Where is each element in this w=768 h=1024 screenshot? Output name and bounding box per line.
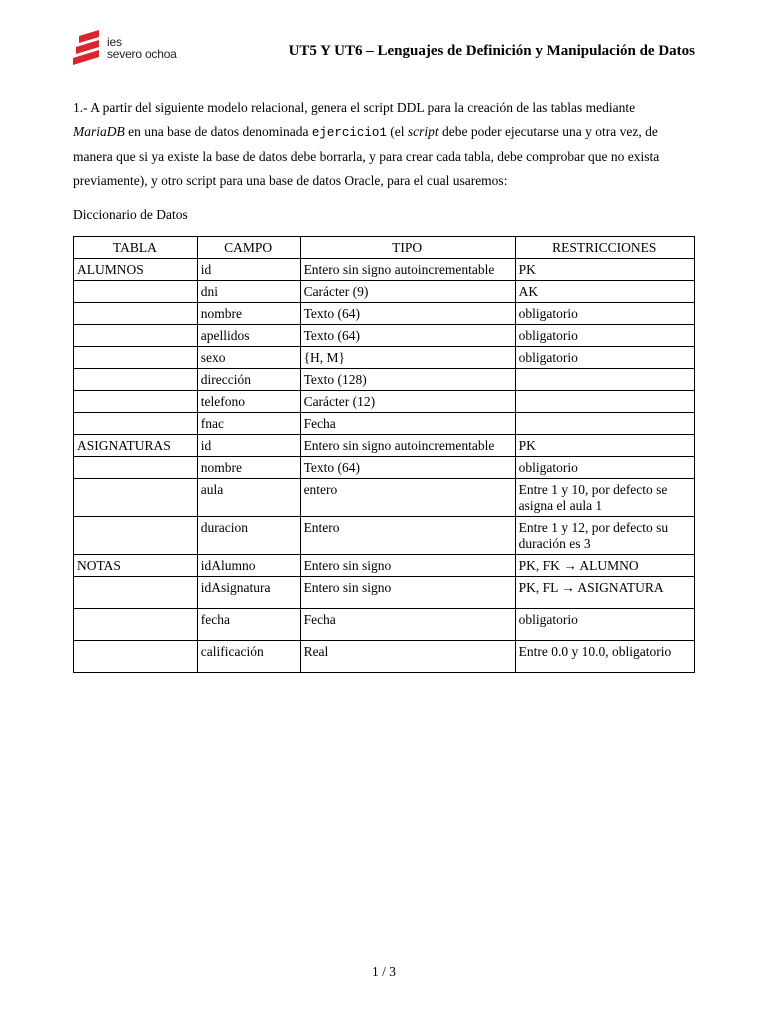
column-header-restricciones: RESTRICCIONES xyxy=(515,237,694,259)
table-row xyxy=(74,413,695,435)
cell-restricciones: PK, FL → ASIGNATURA xyxy=(515,577,694,609)
cell-tabla: ASIGNATURAS xyxy=(74,435,198,457)
cell-campo: apellidos xyxy=(197,325,300,347)
page-header xyxy=(73,28,695,68)
exercise-line-1: 1.- A partir del siguiente modelo relacional, genera el script DDL para la creación de las tablas mediante xyxy=(73,100,636,115)
cell-tabla xyxy=(74,369,198,391)
cell-restricciones xyxy=(515,369,694,391)
cell-tipo: Fecha xyxy=(300,609,515,641)
cell-tabla xyxy=(74,281,198,303)
cell-restricciones: AK xyxy=(515,281,694,303)
section-title: Diccionario de Datos xyxy=(73,207,188,222)
cell-restricciones: Entre 1 y 12, por defecto su duración es 3 xyxy=(515,517,694,555)
cell-campo: sexo xyxy=(197,347,300,369)
cell-campo: idAsignatura xyxy=(197,577,300,609)
cell-tipo: Entero sin signo xyxy=(300,555,515,577)
cell-campo: dirección xyxy=(197,369,300,391)
cell-campo: id xyxy=(197,259,300,281)
cell-campo: telefono xyxy=(197,391,300,413)
cell-tabla: ALUMNOS xyxy=(74,259,198,281)
cell-campo: fnac xyxy=(197,413,300,435)
cell-tipo: Texto (64) xyxy=(300,457,515,479)
cell-tipo: Texto (64) xyxy=(300,325,515,347)
cell-tipo: Entero sin signo autoincrementable xyxy=(300,259,515,281)
exercise-line-2a: en una base de datos denominada xyxy=(124,124,312,139)
cell-tipo: entero xyxy=(300,479,515,517)
cell-campo: dni xyxy=(197,281,300,303)
table-row xyxy=(74,325,695,347)
table-row xyxy=(74,517,695,555)
cell-restricciones xyxy=(515,413,694,435)
cell-campo: fecha xyxy=(197,609,300,641)
exercise-line-4: previamente), y otro script para una base de datos Oracle, para el cual usaremos: xyxy=(73,173,508,188)
column-header-tipo: TIPO xyxy=(300,237,515,259)
cell-tabla xyxy=(74,457,198,479)
cell-tipo: Entero xyxy=(300,517,515,555)
cell-restricciones: PK xyxy=(515,259,694,281)
script-term: script xyxy=(407,124,439,139)
cell-tipo: Real xyxy=(300,641,515,673)
mariadb-term: MariaDB xyxy=(73,124,125,139)
cell-tipo: Texto (64) xyxy=(300,303,515,325)
cell-campo: aula xyxy=(197,479,300,517)
logo-mark-icon xyxy=(73,28,105,68)
table-row xyxy=(74,281,695,303)
cell-tipo: Fecha xyxy=(300,413,515,435)
logo-line-2: severo ochoa xyxy=(107,47,177,61)
database-name: ejercicio1 xyxy=(311,126,387,140)
cell-restricciones: Entre 0.0 y 10.0, obligatorio xyxy=(515,641,694,673)
table-row xyxy=(74,435,695,457)
column-header-campo: CAMPO xyxy=(197,237,300,259)
cell-restricciones: PK xyxy=(515,435,694,457)
cell-tabla xyxy=(74,325,198,347)
ies-severo-ochoa-logo xyxy=(73,28,193,68)
table-header-row xyxy=(74,237,695,259)
table-row xyxy=(74,577,695,609)
cell-restricciones: obligatorio xyxy=(515,609,694,641)
cell-campo: nombre xyxy=(197,303,300,325)
data-dictionary-table xyxy=(73,236,695,673)
cell-tabla xyxy=(74,391,198,413)
cell-campo: id xyxy=(197,435,300,457)
cell-tabla xyxy=(74,517,198,555)
cell-restricciones xyxy=(515,391,694,413)
cell-tipo: {H, M} xyxy=(300,347,515,369)
cell-tipo: Carácter (9) xyxy=(300,281,515,303)
table-row xyxy=(74,259,695,281)
cell-tabla xyxy=(74,641,198,673)
table-row xyxy=(74,555,695,577)
cell-restricciones: obligatorio xyxy=(515,347,694,369)
exercise-text xyxy=(73,96,695,225)
exercise-paragraph xyxy=(73,96,695,193)
cell-campo: duracion xyxy=(197,517,300,555)
logo-line-1: ies xyxy=(107,35,122,49)
page-number: 1 / 3 xyxy=(371,964,396,979)
cell-tipo: Carácter (12) xyxy=(300,391,515,413)
document-title: UT5 Y UT6 – Lenguajes de Definición y Manipulación de Datos xyxy=(288,43,695,59)
cell-tabla: NOTAS xyxy=(74,555,198,577)
table-row xyxy=(74,347,695,369)
column-header-tabla: TABLA xyxy=(74,237,198,259)
table-row xyxy=(74,641,695,673)
exercise-line-3: manera que si ya existe la base de datos debe borrarla, y para crear cada tabla, debe comprobar que no exista xyxy=(73,149,660,164)
table-row xyxy=(74,609,695,641)
table-row xyxy=(74,369,695,391)
cell-tipo: Entero sin signo xyxy=(300,577,515,609)
cell-campo: idAlumno xyxy=(197,555,300,577)
cell-tabla xyxy=(74,577,198,609)
cell-tipo: Texto (128) xyxy=(300,369,515,391)
cell-restricciones: PK, FK → ALUMNO xyxy=(515,555,694,577)
table-row xyxy=(74,479,695,517)
cell-tipo: Entero sin signo autoincrementable xyxy=(300,435,515,457)
cell-restricciones: obligatorio xyxy=(515,325,694,347)
cell-tabla xyxy=(74,413,198,435)
cell-campo: nombre xyxy=(197,457,300,479)
cell-restricciones: Entre 1 y 10, por defecto se asigna el aula 1 xyxy=(515,479,694,517)
exercise-line-2b: (el xyxy=(386,124,408,139)
table-row xyxy=(74,303,695,325)
cell-tabla xyxy=(74,609,198,641)
cell-campo: calificación xyxy=(197,641,300,673)
cell-restricciones: obligatorio xyxy=(515,303,694,325)
table-row xyxy=(74,391,695,413)
logo-text xyxy=(107,36,177,60)
table-row xyxy=(74,457,695,479)
exercise-line-2c: debe poder ejecutarse una y otra vez, de xyxy=(438,124,658,139)
cell-tabla xyxy=(74,479,198,517)
cell-tabla xyxy=(74,303,198,325)
cell-restricciones: obligatorio xyxy=(515,457,694,479)
cell-tabla xyxy=(74,347,198,369)
